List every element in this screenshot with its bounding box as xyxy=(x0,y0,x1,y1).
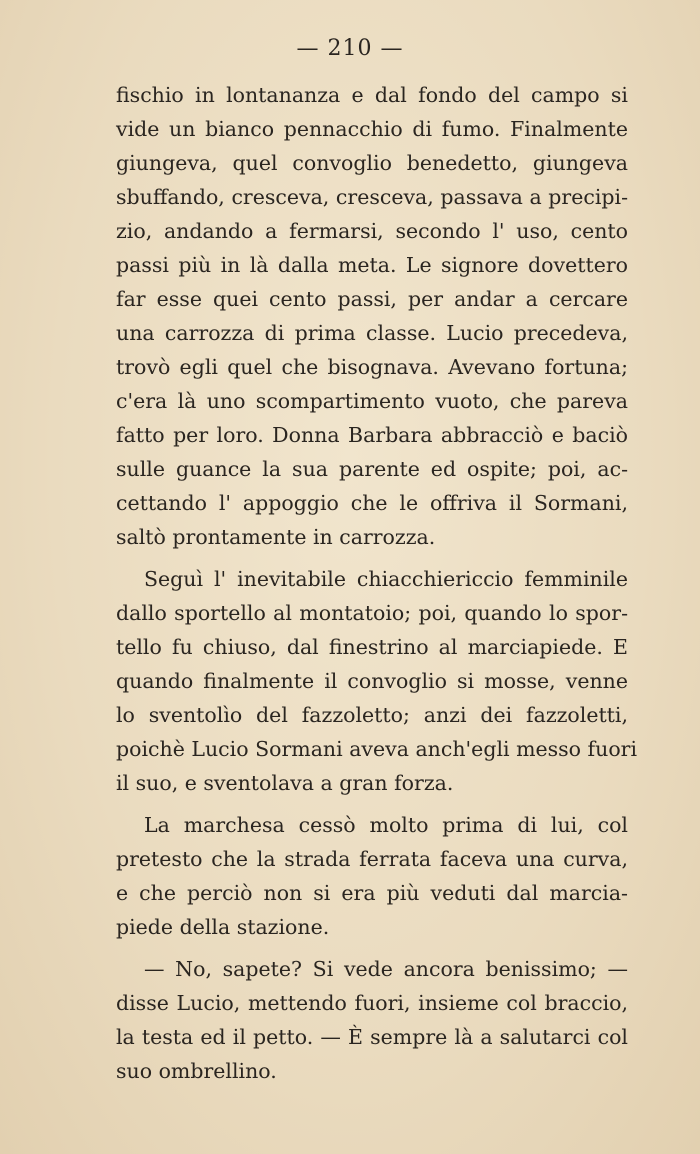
text-line: poichè Lucio Sormani aveva anch'egli messo fuori xyxy=(116,737,638,761)
text-line: passi più in là dalla meta. Le signore dovettero xyxy=(116,253,628,277)
text-line: c'era là uno scompartimento vuoto, che pareva xyxy=(116,389,628,413)
text-line: una carrozza di prima classe. Lucio precedeva, xyxy=(116,321,628,345)
page-number: — 210 — xyxy=(296,36,404,61)
paragraph xyxy=(116,952,628,1088)
text-line: disse Lucio, mettendo fuori, insieme col braccio, xyxy=(116,991,628,1015)
text-line: La marchesa cessò molto prima di lui, col xyxy=(144,813,628,837)
text-line: zio, andando a fermarsi, secondo l' uso, cento xyxy=(116,219,628,243)
text-line: giungeva, quel convoglio benedetto, giungeva xyxy=(116,151,628,175)
text-line: il suo, e sventolava a gran forza. xyxy=(116,771,454,795)
text-line: e che perciò non si era più veduti dal marcia- xyxy=(116,881,628,905)
paragraph xyxy=(116,808,628,944)
text-line: piede della stazione. xyxy=(116,915,330,939)
text-line: dallo sportello al montatoio; poi, quando lo spor- xyxy=(116,601,628,625)
text-line: tello fu chiuso, dal finestrino al marciapiede. E xyxy=(116,635,628,659)
text-line: lo sventolìo del fazzoletto; anzi dei fazzoletti, xyxy=(116,703,628,727)
text-line: saltò prontamente in carrozza. xyxy=(116,525,436,549)
text-line: quando finalmente il convoglio si mosse, venne xyxy=(116,669,628,693)
text-line: far esse quei cento passi, per andar a cercare xyxy=(116,287,628,311)
text-line: Seguì l' inevitabile chiacchiericcio femminile xyxy=(144,567,628,591)
text-line: sbuffando, cresceva, cresceva, passava a precipi- xyxy=(116,185,628,209)
text-line: trovò egli quel che bisognava. Avevano fortuna; xyxy=(116,355,628,379)
paragraph xyxy=(116,78,628,554)
paragraph xyxy=(116,562,638,800)
text-line: sulle guance la sua parente ed ospite; poi, ac- xyxy=(116,457,628,481)
text-line: — No, sapete? Si vede ancora benissimo; — xyxy=(144,957,628,981)
text-line: vide un bianco pennacchio di fumo. Finalmente xyxy=(116,117,628,141)
text-line: pretesto che la strada ferrata faceva una curva, xyxy=(116,847,628,871)
text-line: suo ombrellino. xyxy=(116,1059,277,1083)
text-line: cettando l' appoggio che le offriva il Sormani, xyxy=(116,491,628,515)
text-line: fatto per loro. Donna Barbara abbracciò e baciò xyxy=(116,423,628,447)
text-line: fischio in lontananza e dal fondo del campo si xyxy=(116,83,628,107)
text-line: la testa ed il petto. — È sempre là a salutarci col xyxy=(116,1025,628,1049)
body-text xyxy=(116,78,638,1088)
